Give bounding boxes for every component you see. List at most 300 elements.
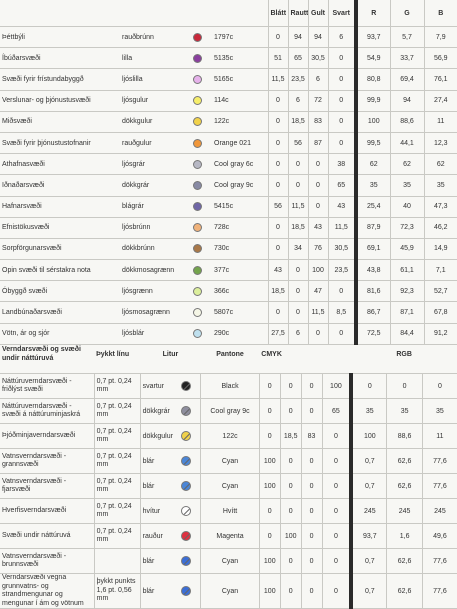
cmyk-c: 43 — [268, 260, 288, 281]
rgb-b: 91,2 — [424, 323, 457, 344]
zone-name: Verndarsvæði vegna grunnvatns- og strandmengunar og mengunar í ám og vötnum — [0, 574, 94, 609]
cmyk-y: 0 — [301, 499, 322, 524]
cmyk-c: 100 — [259, 474, 280, 499]
swatch-cell — [182, 69, 212, 90]
line-thickness: 0,7 pt. 0,24 mm — [94, 424, 140, 449]
color-name: blár — [142, 457, 155, 465]
color-swatch-icon — [193, 266, 202, 275]
cmyk-m: 0 — [280, 574, 301, 609]
cmyk-k: 6 — [328, 27, 356, 48]
pantone-code: Hvítt — [201, 499, 260, 524]
table-row — [0, 499, 457, 524]
cmyk-k: 0 — [328, 111, 356, 132]
table-row — [0, 474, 457, 499]
cmyk-k: 0 — [322, 524, 351, 549]
rgb-g: 62 — [390, 154, 424, 175]
pantone-code: Orange 021 — [212, 132, 268, 153]
pantone-code: 5165c — [212, 69, 268, 90]
cmyk-m: 11,5 — [288, 196, 308, 217]
rgb-r: 80,8 — [356, 69, 390, 90]
cmyk-k: 23,5 — [328, 260, 356, 281]
cmyk-m: 0 — [288, 281, 308, 302]
cmyk-y: 30,5 — [308, 48, 328, 69]
rgb-g: 62,6 — [387, 574, 423, 609]
header-b: B — [424, 0, 457, 27]
swatch-cell — [182, 238, 212, 259]
color-name: dökkgrár — [142, 407, 170, 415]
cmyk-m: 94 — [288, 27, 308, 48]
cmyk-k: 38 — [328, 154, 356, 175]
cmyk-c: 51 — [268, 48, 288, 69]
rgb-b: 67,8 — [424, 302, 457, 323]
color-name: ljósgulur — [120, 90, 182, 111]
cmyk-y: 87 — [308, 132, 328, 153]
rgb-g: 0 — [387, 374, 423, 399]
cmyk-c: 56 — [268, 196, 288, 217]
rgb-g: 45,9 — [390, 238, 424, 259]
color-swatch-icon — [193, 160, 202, 169]
table-row — [0, 69, 457, 90]
rgb-b: 52,7 — [424, 281, 457, 302]
pantone-code: 114c — [212, 90, 268, 111]
cmyk-y: 0 — [308, 196, 328, 217]
table-row — [0, 132, 457, 153]
pantone-code: Magenta — [201, 524, 260, 549]
rgb-b: 11 — [422, 424, 457, 449]
cmyk-c: 0 — [268, 111, 288, 132]
swatch-cell — [182, 90, 212, 111]
color-swatch-icon — [193, 223, 202, 232]
header-r: R — [356, 0, 390, 27]
cmyk-c: 0 — [268, 90, 288, 111]
cmyk-k: 0 — [328, 323, 356, 344]
cmyk-c: 0 — [268, 132, 288, 153]
rgb-r: 43,8 — [356, 260, 390, 281]
rgb-r: 62 — [356, 154, 390, 175]
pantone-code: Black — [201, 374, 260, 399]
rgb-b: 7,1 — [424, 260, 457, 281]
rgb-g: 33,7 — [390, 48, 424, 69]
rgb-r: 81,6 — [356, 281, 390, 302]
table-row — [0, 449, 457, 474]
cmyk-y: 0 — [308, 154, 328, 175]
rgb-b: 7,9 — [424, 27, 457, 48]
header-rgb: RGB — [351, 335, 457, 374]
protection-zone-table — [0, 335, 457, 609]
cmyk-y: 43 — [308, 217, 328, 238]
rgb-b: 27,4 — [424, 90, 457, 111]
cmyk-m: 56 — [288, 132, 308, 153]
table-row — [0, 524, 457, 549]
zone-symbol-icon — [181, 586, 191, 596]
color-name: ljósgrár — [120, 154, 182, 175]
zone-symbol-icon — [181, 506, 191, 516]
swatch-cell — [182, 175, 212, 196]
cmyk-k: 0 — [322, 549, 351, 574]
rgb-g: 5,7 — [390, 27, 424, 48]
color-name: hvítur — [142, 507, 161, 515]
cmyk-y: 83 — [308, 111, 328, 132]
color-swatch-icon — [193, 33, 202, 42]
rgb-b: 35 — [424, 175, 457, 196]
color-name: dökkgulur — [120, 111, 182, 132]
cmyk-y: 100 — [308, 260, 328, 281]
table-header-row — [0, 0, 457, 27]
color-swatch-icon — [193, 287, 202, 296]
zone-name: Opin svæði til sérstakra nota — [0, 260, 120, 281]
table-row — [0, 549, 457, 574]
table-row — [0, 90, 457, 111]
cmyk-m: 0 — [288, 175, 308, 196]
cmyk-m: 0 — [280, 549, 301, 574]
swatch-cell — [182, 260, 212, 281]
rgb-b: 77,6 — [422, 549, 457, 574]
cmyk-k: 30,5 — [328, 238, 356, 259]
cmyk-y: 0 — [308, 175, 328, 196]
rgb-b: 47,3 — [424, 196, 457, 217]
cmyk-k: 0 — [328, 48, 356, 69]
table-row — [0, 374, 457, 399]
zone-name: Hafnarsvæði — [0, 196, 120, 217]
cmyk-m: 0 — [288, 302, 308, 323]
cmyk-k: 0 — [322, 499, 351, 524]
zone-symbol-icon — [181, 456, 191, 466]
rgb-g: 1,6 — [387, 524, 423, 549]
color-swatch-icon — [193, 117, 202, 126]
header-red: Rautt — [288, 0, 308, 27]
table-row — [0, 399, 457, 424]
swatch-cell — [182, 132, 212, 153]
color-name: blágrár — [120, 196, 182, 217]
line-thickness: 0,7 pt. 0,24 mm — [94, 449, 140, 474]
rgb-b: 77,6 — [422, 474, 457, 499]
header-yellow: Gult — [308, 0, 328, 27]
rgb-b: 77,6 — [422, 449, 457, 474]
color-name: ljósmosagrænn — [120, 302, 182, 323]
table-row — [0, 111, 457, 132]
zone-name: Efnistökusvæði — [0, 217, 120, 238]
pantone-code: Cyan — [201, 474, 260, 499]
cmyk-c: 0 — [268, 175, 288, 196]
cmyk-m: 0 — [288, 154, 308, 175]
pantone-code: 5807c — [212, 302, 268, 323]
pantone-code: 5135c — [212, 48, 268, 69]
zone-name: Athafnasvæði — [0, 154, 120, 175]
cmyk-c: 0 — [268, 217, 288, 238]
zone-name: Sorpförgunarsvæði — [0, 238, 120, 259]
rgb-g: 62,6 — [387, 449, 423, 474]
rgb-g: 69,4 — [390, 69, 424, 90]
rgb-r: 25,4 — [356, 196, 390, 217]
color-cell — [140, 474, 201, 499]
zone-name: Óbyggð svæði — [0, 281, 120, 302]
zone-symbol-icon — [181, 556, 191, 566]
cmyk-c: 0 — [268, 302, 288, 323]
rgb-g: 44,1 — [390, 132, 424, 153]
zone-name: Vatnsverndarsvæði - fjarsvæði — [0, 474, 94, 499]
cmyk-y: 11,5 — [308, 302, 328, 323]
table-row — [0, 302, 457, 323]
rgb-r: 0 — [351, 374, 387, 399]
zone-name: Vatnsverndarsvæði - grannsvæði — [0, 449, 94, 474]
cmyk-y: 83 — [301, 424, 322, 449]
zone-name: Þjóðminjaverndarsvæði — [0, 424, 94, 449]
rgb-g: 72,3 — [390, 217, 424, 238]
rgb-r: 245 — [351, 499, 387, 524]
line-thickness: þykkt punkts 1,6 pt. 0,56 mm — [94, 574, 140, 609]
table-row — [0, 48, 457, 69]
line-thickness: 0,7 pt. 0,24 mm — [94, 524, 140, 549]
cmyk-k: 0 — [328, 132, 356, 153]
color-name: ljósblár — [120, 323, 182, 344]
color-name: blár — [142, 482, 155, 490]
cmyk-c: 0 — [259, 399, 280, 424]
color-cell — [140, 424, 201, 449]
header-g: G — [390, 0, 424, 27]
pantone-code: Cyan — [201, 549, 260, 574]
cmyk-m: 0 — [280, 374, 301, 399]
color-name: rauðbrúnn — [120, 27, 182, 48]
rgb-g: 35 — [387, 399, 423, 424]
zone-symbol-icon — [181, 481, 191, 491]
cmyk-k: 65 — [328, 175, 356, 196]
cmyk-y: 0 — [301, 524, 322, 549]
pantone-code: Cyan — [201, 449, 260, 474]
zone-name: Náttúruverndarsvæði - friðlýst svæði — [0, 374, 94, 399]
cmyk-k: 100 — [322, 374, 351, 399]
zone-name: Svæði fyrir frístundabyggð — [0, 69, 120, 90]
table-row — [0, 260, 457, 281]
rgb-g: 94 — [390, 90, 424, 111]
cmyk-c: 100 — [259, 574, 280, 609]
cmyk-y: 72 — [308, 90, 328, 111]
cmyk-k: 0 — [322, 574, 351, 609]
cmyk-m: 6 — [288, 90, 308, 111]
rgb-r: 0,7 — [351, 549, 387, 574]
color-name: dökkbrúnn — [120, 238, 182, 259]
color-cell — [140, 549, 201, 574]
cmyk-m: 34 — [288, 238, 308, 259]
cmyk-c: 0 — [259, 524, 280, 549]
pantone-code: Cool gray 9c — [201, 399, 260, 424]
rgb-b: 12,3 — [424, 132, 457, 153]
header-color: Litur — [140, 335, 201, 374]
zone-name: Miðsvæði — [0, 111, 120, 132]
cmyk-m: 0 — [280, 449, 301, 474]
cmyk-m: 6 — [288, 323, 308, 344]
rgb-g: 245 — [387, 499, 423, 524]
color-name: svartur — [142, 382, 165, 390]
cmyk-c: 0 — [268, 154, 288, 175]
cmyk-y: 0 — [301, 549, 322, 574]
rgb-b: 0 — [422, 374, 457, 399]
color-swatch-icon — [193, 202, 202, 211]
rgb-r: 0,7 — [351, 449, 387, 474]
cmyk-c: 27,5 — [268, 323, 288, 344]
pantone-code: 730c — [212, 238, 268, 259]
zone-symbol-icon — [181, 406, 191, 416]
pantone-code: Cool gray 9c — [212, 175, 268, 196]
color-name: lilla — [120, 48, 182, 69]
zone-name: Iðnaðarsvæði — [0, 175, 120, 196]
pantone-code: 377c — [212, 260, 268, 281]
cmyk-k: 0 — [322, 449, 351, 474]
rgb-r: 86,7 — [356, 302, 390, 323]
color-name: ljóslilla — [120, 69, 182, 90]
color-cell — [140, 399, 201, 424]
color-swatch-icon — [193, 96, 202, 105]
zone-name: Vatnsverndarsvæði - brunnsvæði — [0, 549, 94, 574]
zone-symbol-icon — [181, 381, 191, 391]
rgb-g: 88,6 — [387, 424, 423, 449]
line-thickness: 0,7 pt. 0,24 mm — [94, 474, 140, 499]
cmyk-y: 76 — [308, 238, 328, 259]
pantone-code: 1797c — [212, 27, 268, 48]
header-area: Verndarsvæði og svæði undir náttúruvá — [0, 335, 94, 374]
line-thickness: 0,7 pt. 0,24 mm — [94, 374, 140, 399]
rgb-g: 88,6 — [390, 111, 424, 132]
rgb-r: 35 — [356, 175, 390, 196]
cmyk-m: 0 — [280, 399, 301, 424]
cmyk-k: 0 — [322, 474, 351, 499]
cmyk-c: 0 — [268, 238, 288, 259]
color-swatch-icon — [193, 308, 202, 317]
cmyk-m: 18,5 — [280, 424, 301, 449]
cmyk-y: 0 — [308, 323, 328, 344]
rgb-r: 87,9 — [356, 217, 390, 238]
table-row — [0, 238, 457, 259]
rgb-r: 69,1 — [356, 238, 390, 259]
cmyk-c: 11,5 — [268, 69, 288, 90]
color-name: blár — [142, 557, 155, 565]
swatch-cell — [182, 302, 212, 323]
zone-symbol-icon — [181, 531, 191, 541]
color-name: rauður — [142, 532, 163, 540]
table-row — [0, 217, 457, 238]
cmyk-m: 0 — [288, 260, 308, 281]
rgb-g: 84,4 — [390, 323, 424, 344]
table-row — [0, 27, 457, 48]
swatch-cell — [182, 48, 212, 69]
rgb-r: 93,7 — [351, 524, 387, 549]
rgb-r: 99,9 — [356, 90, 390, 111]
line-thickness — [94, 549, 140, 574]
rgb-b: 46,2 — [424, 217, 457, 238]
table-row — [0, 196, 457, 217]
color-name: blár — [142, 587, 155, 595]
zone-symbol-icon — [181, 431, 191, 441]
cmyk-m: 0 — [280, 499, 301, 524]
color-name: dökkmosagrænn — [120, 260, 182, 281]
cmyk-y: 0 — [301, 399, 322, 424]
line-thickness: 0,7 pt. 0,24 mm — [94, 399, 140, 424]
cmyk-c: 18,5 — [268, 281, 288, 302]
cmyk-k: 11,5 — [328, 217, 356, 238]
table-row — [0, 154, 457, 175]
zone-name: Svæði fyrir þjónustustofnanir — [0, 132, 120, 153]
pantone-code: 122c — [212, 111, 268, 132]
color-name: dökkgrár — [120, 175, 182, 196]
rgb-g: 62,6 — [387, 474, 423, 499]
cmyk-m: 65 — [288, 48, 308, 69]
rgb-b: 76,1 — [424, 69, 457, 90]
zone-name: Náttúruverndarsvæði - svæði á náttúruminjaskrá — [0, 399, 94, 424]
color-cell — [140, 574, 201, 609]
cmyk-c: 100 — [259, 549, 280, 574]
swatch-cell — [182, 154, 212, 175]
cmyk-k: 65 — [322, 399, 351, 424]
swatch-cell — [182, 217, 212, 238]
color-cell — [140, 449, 201, 474]
rgb-r: 0,7 — [351, 474, 387, 499]
cmyk-k: 0 — [322, 424, 351, 449]
table-row — [0, 281, 457, 302]
cmyk-m: 18,5 — [288, 217, 308, 238]
cmyk-y: 0 — [301, 374, 322, 399]
rgb-b: 35 — [422, 399, 457, 424]
cmyk-k: 0 — [328, 90, 356, 111]
header-cmyk: CMYK — [259, 335, 351, 374]
rgb-b: 56,9 — [424, 48, 457, 69]
rgb-r: 100 — [356, 111, 390, 132]
cmyk-k: 43 — [328, 196, 356, 217]
cmyk-c: 0 — [259, 499, 280, 524]
rgb-b: 62 — [424, 154, 457, 175]
pantone-code: 5415c — [212, 196, 268, 217]
header-line: Þykkt línu — [94, 335, 140, 374]
color-cell — [140, 374, 201, 399]
zone-name: Verslunar- og þjónustusvæði — [0, 90, 120, 111]
color-swatch-icon — [193, 75, 202, 84]
pantone-code: Cyan — [201, 574, 260, 609]
cmyk-y: 0 — [301, 474, 322, 499]
rgb-r: 99,5 — [356, 132, 390, 153]
cmyk-k: 0 — [328, 69, 356, 90]
rgb-b: 11 — [424, 111, 457, 132]
rgb-b: 77,6 — [422, 574, 457, 609]
rgb-g: 40 — [390, 196, 424, 217]
cmyk-c: 0 — [259, 424, 280, 449]
rgb-r: 0,7 — [351, 574, 387, 609]
pantone-code: 728c — [212, 217, 268, 238]
cmyk-c: 0 — [268, 27, 288, 48]
swatch-cell — [182, 27, 212, 48]
cmyk-m: 0 — [280, 474, 301, 499]
color-cell — [140, 524, 201, 549]
zone-name: Þéttbýli — [0, 27, 120, 48]
rgb-g: 61,1 — [390, 260, 424, 281]
rgb-r: 100 — [351, 424, 387, 449]
cmyk-m: 18,5 — [288, 111, 308, 132]
pantone-code: 366c — [212, 281, 268, 302]
table-row — [0, 175, 457, 196]
pantone-code: Cool gray 6c — [212, 154, 268, 175]
color-name: rauðgulur — [120, 132, 182, 153]
cmyk-y: 0 — [301, 449, 322, 474]
color-swatch-icon — [193, 181, 202, 190]
cmyk-y: 47 — [308, 281, 328, 302]
color-name: ljósbrúnn — [120, 217, 182, 238]
zone-name: Svæði undir náttúruvá — [0, 524, 94, 549]
rgb-r: 93,7 — [356, 27, 390, 48]
rgb-b: 245 — [422, 499, 457, 524]
table-header-row — [0, 335, 457, 374]
rgb-b: 14,9 — [424, 238, 457, 259]
rgb-g: 35 — [390, 175, 424, 196]
cmyk-y: 6 — [308, 69, 328, 90]
line-thickness: 0,7 pt. 0,24 mm — [94, 499, 140, 524]
zone-name: Landbúnaðarsvæði — [0, 302, 120, 323]
